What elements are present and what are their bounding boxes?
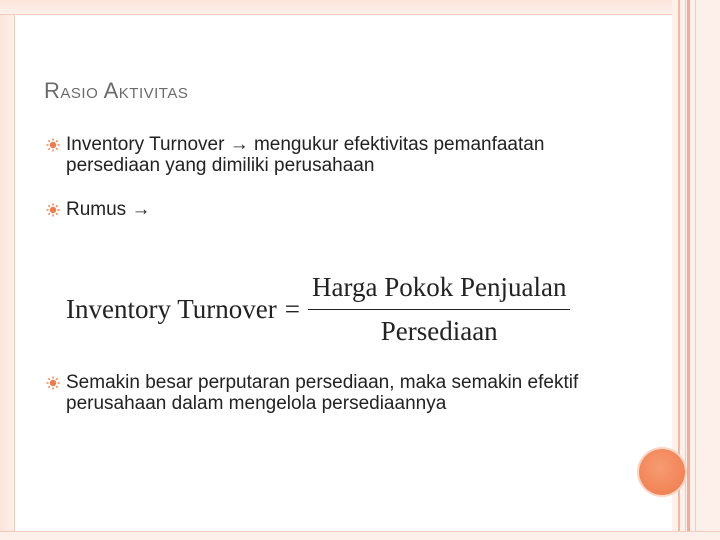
- inventory-turnover-formula: [66, 272, 570, 347]
- left-frame-border: [0, 0, 15, 540]
- sun-bullet-icon: [46, 374, 60, 392]
- formula-equals: =: [284, 294, 300, 324]
- top-frame-border: [0, 0, 720, 15]
- formula-denominator: Persediaan: [380, 316, 498, 346]
- bullet-item: [46, 372, 586, 414]
- frame-stripe: [687, 0, 690, 540]
- frame-stripe: [685, 0, 686, 540]
- formula-numerator: Harga Pokok Penjualan: [308, 272, 570, 310]
- bullet-item: [46, 134, 626, 176]
- formula-lhs: Inventory Turnover: [66, 294, 277, 324]
- frame-stripe: [695, 0, 696, 540]
- bottom-frame-border: [0, 531, 720, 540]
- bullet-text: Semakin besar perputaran persediaan, maka semakin efektif perusahaan dalam mengelola persediaannya: [66, 372, 579, 414]
- slide-title: Rasio Aktivitas: [44, 78, 189, 103]
- orange-circle-decoration: [639, 449, 685, 495]
- formula-fraction: [308, 272, 570, 347]
- bullet-text: Rumus →: [66, 199, 151, 220]
- bullet-item: [46, 199, 150, 220]
- sun-bullet-icon: [46, 136, 60, 154]
- sun-bullet-icon: [46, 201, 60, 219]
- bullet-text: Inventory Turnover → mengukur efektivitas pemanfaatan persediaan yang dimiliki perusahaan: [66, 134, 545, 176]
